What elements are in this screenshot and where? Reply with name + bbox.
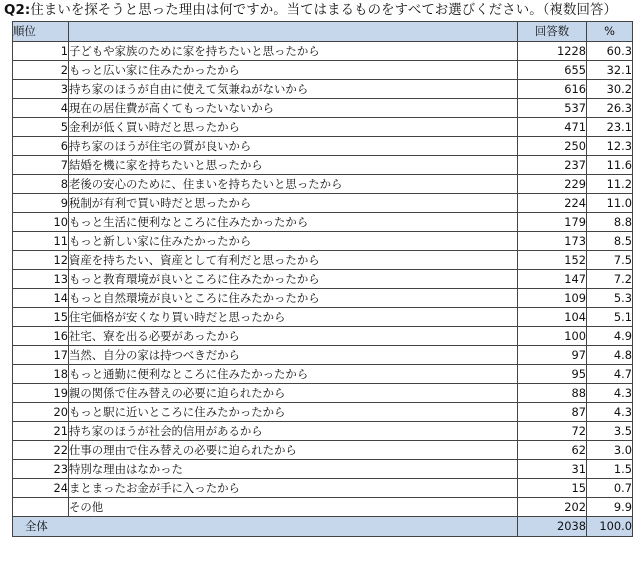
count-cell: 537 — [518, 99, 587, 118]
rank-cell: 6 — [13, 137, 69, 156]
rank-cell: 16 — [13, 327, 69, 346]
reason-cell: その他 — [69, 498, 518, 517]
rank-cell: 20 — [13, 403, 69, 422]
rank-cell: 4 — [13, 99, 69, 118]
total-pct: 100.0 — [587, 517, 633, 537]
pct-cell: 26.3 — [587, 99, 633, 118]
pct-cell: 4.8 — [587, 346, 633, 365]
question-text: 住まいを探そうと思った理由は何ですか。当てはまるものをすべてお選びください。（複数回答） — [30, 3, 617, 18]
table-row — [13, 42, 633, 61]
table-row — [13, 232, 633, 251]
table-row — [13, 251, 633, 270]
total-row — [13, 517, 633, 537]
table-row — [13, 422, 633, 441]
count-cell: 1228 — [518, 42, 587, 61]
pct-cell: 3.0 — [587, 441, 633, 460]
pct-cell: 7.2 — [587, 270, 633, 289]
table-row — [13, 156, 633, 175]
count-cell: 88 — [518, 384, 587, 403]
count-cell: 237 — [518, 156, 587, 175]
count-cell: 655 — [518, 61, 587, 80]
count-cell: 152 — [518, 251, 587, 270]
table-row — [13, 498, 633, 517]
count-cell: 95 — [518, 365, 587, 384]
header-pct: % — [587, 22, 633, 42]
count-cell: 97 — [518, 346, 587, 365]
rank-cell: 24 — [13, 479, 69, 498]
reason-cell: 住宅価格が安くなり買い時だと思ったから — [69, 308, 518, 327]
count-cell: 31 — [518, 460, 587, 479]
reason-cell: 税制が有利で買い時だと思ったから — [69, 194, 518, 213]
pct-cell: 8.5 — [587, 232, 633, 251]
rank-cell: 2 — [13, 61, 69, 80]
rank-cell: 3 — [13, 80, 69, 99]
reason-cell: 持ち家のほうが住宅の質が良いから — [69, 137, 518, 156]
pct-cell: 8.8 — [587, 213, 633, 232]
table-row — [13, 99, 633, 118]
reason-cell: もっと生活に便利なところに住みたかったから — [69, 213, 518, 232]
reason-cell: 老後の安心のために、住まいを持ちたいと思ったから — [69, 175, 518, 194]
count-cell: 202 — [518, 498, 587, 517]
pct-cell: 4.9 — [587, 327, 633, 346]
rank-cell: 18 — [13, 365, 69, 384]
table-row — [13, 270, 633, 289]
rank-cell: 13 — [13, 270, 69, 289]
rank-cell: 5 — [13, 118, 69, 137]
table-row — [13, 403, 633, 422]
table-row — [13, 365, 633, 384]
reason-cell: 特別な理由はなかった — [69, 460, 518, 479]
header-reason — [69, 22, 518, 42]
count-cell: 147 — [518, 270, 587, 289]
table-row — [13, 479, 633, 498]
pct-cell: 32.1 — [587, 61, 633, 80]
count-cell: 224 — [518, 194, 587, 213]
pct-cell: 30.2 — [587, 80, 633, 99]
table-row — [13, 80, 633, 99]
count-cell: 179 — [518, 213, 587, 232]
total-count: 2038 — [518, 517, 587, 537]
table-row — [13, 213, 633, 232]
results-table — [12, 21, 633, 537]
reason-cell: 親の関係で住み替えの必要に迫られたから — [69, 384, 518, 403]
pct-cell: 11.0 — [587, 194, 633, 213]
pct-cell: 4.3 — [587, 403, 633, 422]
rank-cell: 9 — [13, 194, 69, 213]
pct-cell: 60.3 — [587, 42, 633, 61]
table-row — [13, 308, 633, 327]
count-cell: 15 — [518, 479, 587, 498]
table-row — [13, 61, 633, 80]
pct-cell: 4.7 — [587, 365, 633, 384]
rank-cell: 11 — [13, 232, 69, 251]
rank-cell: 7 — [13, 156, 69, 175]
pct-cell: 11.2 — [587, 175, 633, 194]
reason-cell: 子どもや家族のために家を持ちたいと思ったから — [69, 42, 518, 61]
reason-cell: もっと駅に近いところに住みたかったから — [69, 403, 518, 422]
pct-cell: 7.5 — [587, 251, 633, 270]
reason-cell: 資産を持ちたい、資産として有利だと思ったから — [69, 251, 518, 270]
table-row — [13, 460, 633, 479]
pct-cell: 23.1 — [587, 118, 633, 137]
reason-cell: 現在の居住費が高くてもったいないから — [69, 99, 518, 118]
table-body — [13, 42, 633, 517]
reason-cell: 金利が低く買い時だと思ったから — [69, 118, 518, 137]
table-row — [13, 346, 633, 365]
table-row — [13, 289, 633, 308]
count-cell: 100 — [518, 327, 587, 346]
reason-cell: 持ち家のほうが社会的信用があるから — [69, 422, 518, 441]
count-cell: 250 — [518, 137, 587, 156]
table-row — [13, 327, 633, 346]
reason-cell: もっと通勤に便利なところに住みたかったから — [69, 365, 518, 384]
count-cell: 173 — [518, 232, 587, 251]
count-cell: 87 — [518, 403, 587, 422]
rank-cell: 23 — [13, 460, 69, 479]
reason-cell: 社宅、寮を出る必要があったから — [69, 327, 518, 346]
header-rank: 順位 — [13, 22, 69, 42]
reason-cell: 結婚を機に家を持ちたいと思ったから — [69, 156, 518, 175]
table-row — [13, 137, 633, 156]
rank-cell: 1 — [13, 42, 69, 61]
reason-cell: もっと自然環境が良いところに住みたかったから — [69, 289, 518, 308]
rank-cell: 8 — [13, 175, 69, 194]
reason-cell: 当然、自分の家は持つべきだから — [69, 346, 518, 365]
count-cell: 72 — [518, 422, 587, 441]
rank-cell: 17 — [13, 346, 69, 365]
pct-cell: 3.5 — [587, 422, 633, 441]
count-cell: 616 — [518, 80, 587, 99]
rank-cell — [13, 498, 69, 517]
rank-cell: 12 — [13, 251, 69, 270]
reason-cell: まとまったお金が手に入ったから — [69, 479, 518, 498]
pct-cell: 12.3 — [587, 137, 633, 156]
rank-cell: 15 — [13, 308, 69, 327]
table-row — [13, 384, 633, 403]
count-cell: 229 — [518, 175, 587, 194]
rank-cell: 22 — [13, 441, 69, 460]
pct-cell: 0.7 — [587, 479, 633, 498]
header-count: 回答数 — [518, 22, 587, 42]
rank-cell: 21 — [13, 422, 69, 441]
rank-cell: 10 — [13, 213, 69, 232]
pct-cell: 4.3 — [587, 384, 633, 403]
pct-cell: 5.3 — [587, 289, 633, 308]
count-cell: 471 — [518, 118, 587, 137]
reason-cell: 仕事の理由で住み替えの必要に迫られたから — [69, 441, 518, 460]
table-row — [13, 441, 633, 460]
table-header-row — [13, 22, 633, 42]
pct-cell: 1.5 — [587, 460, 633, 479]
rank-cell: 14 — [13, 289, 69, 308]
count-cell: 62 — [518, 441, 587, 460]
count-cell: 104 — [518, 308, 587, 327]
rank-cell: 19 — [13, 384, 69, 403]
table-row — [13, 175, 633, 194]
pct-cell: 5.1 — [587, 308, 633, 327]
reason-cell: もっと新しい家に住みたかったから — [69, 232, 518, 251]
question-heading — [4, 2, 640, 21]
count-cell: 109 — [518, 289, 587, 308]
pct-cell: 9.9 — [587, 498, 633, 517]
question-number: Q2: — [4, 3, 31, 18]
reason-cell: 持ち家のほうが自由に使えて気兼ねがないから — [69, 80, 518, 99]
reason-cell: もっと教育環境が良いところに住みたかったから — [69, 270, 518, 289]
pct-cell: 11.6 — [587, 156, 633, 175]
reason-cell: もっと広い家に住みたかったから — [69, 61, 518, 80]
table-row — [13, 118, 633, 137]
table-row — [13, 194, 633, 213]
total-label: 全体 — [13, 517, 518, 537]
